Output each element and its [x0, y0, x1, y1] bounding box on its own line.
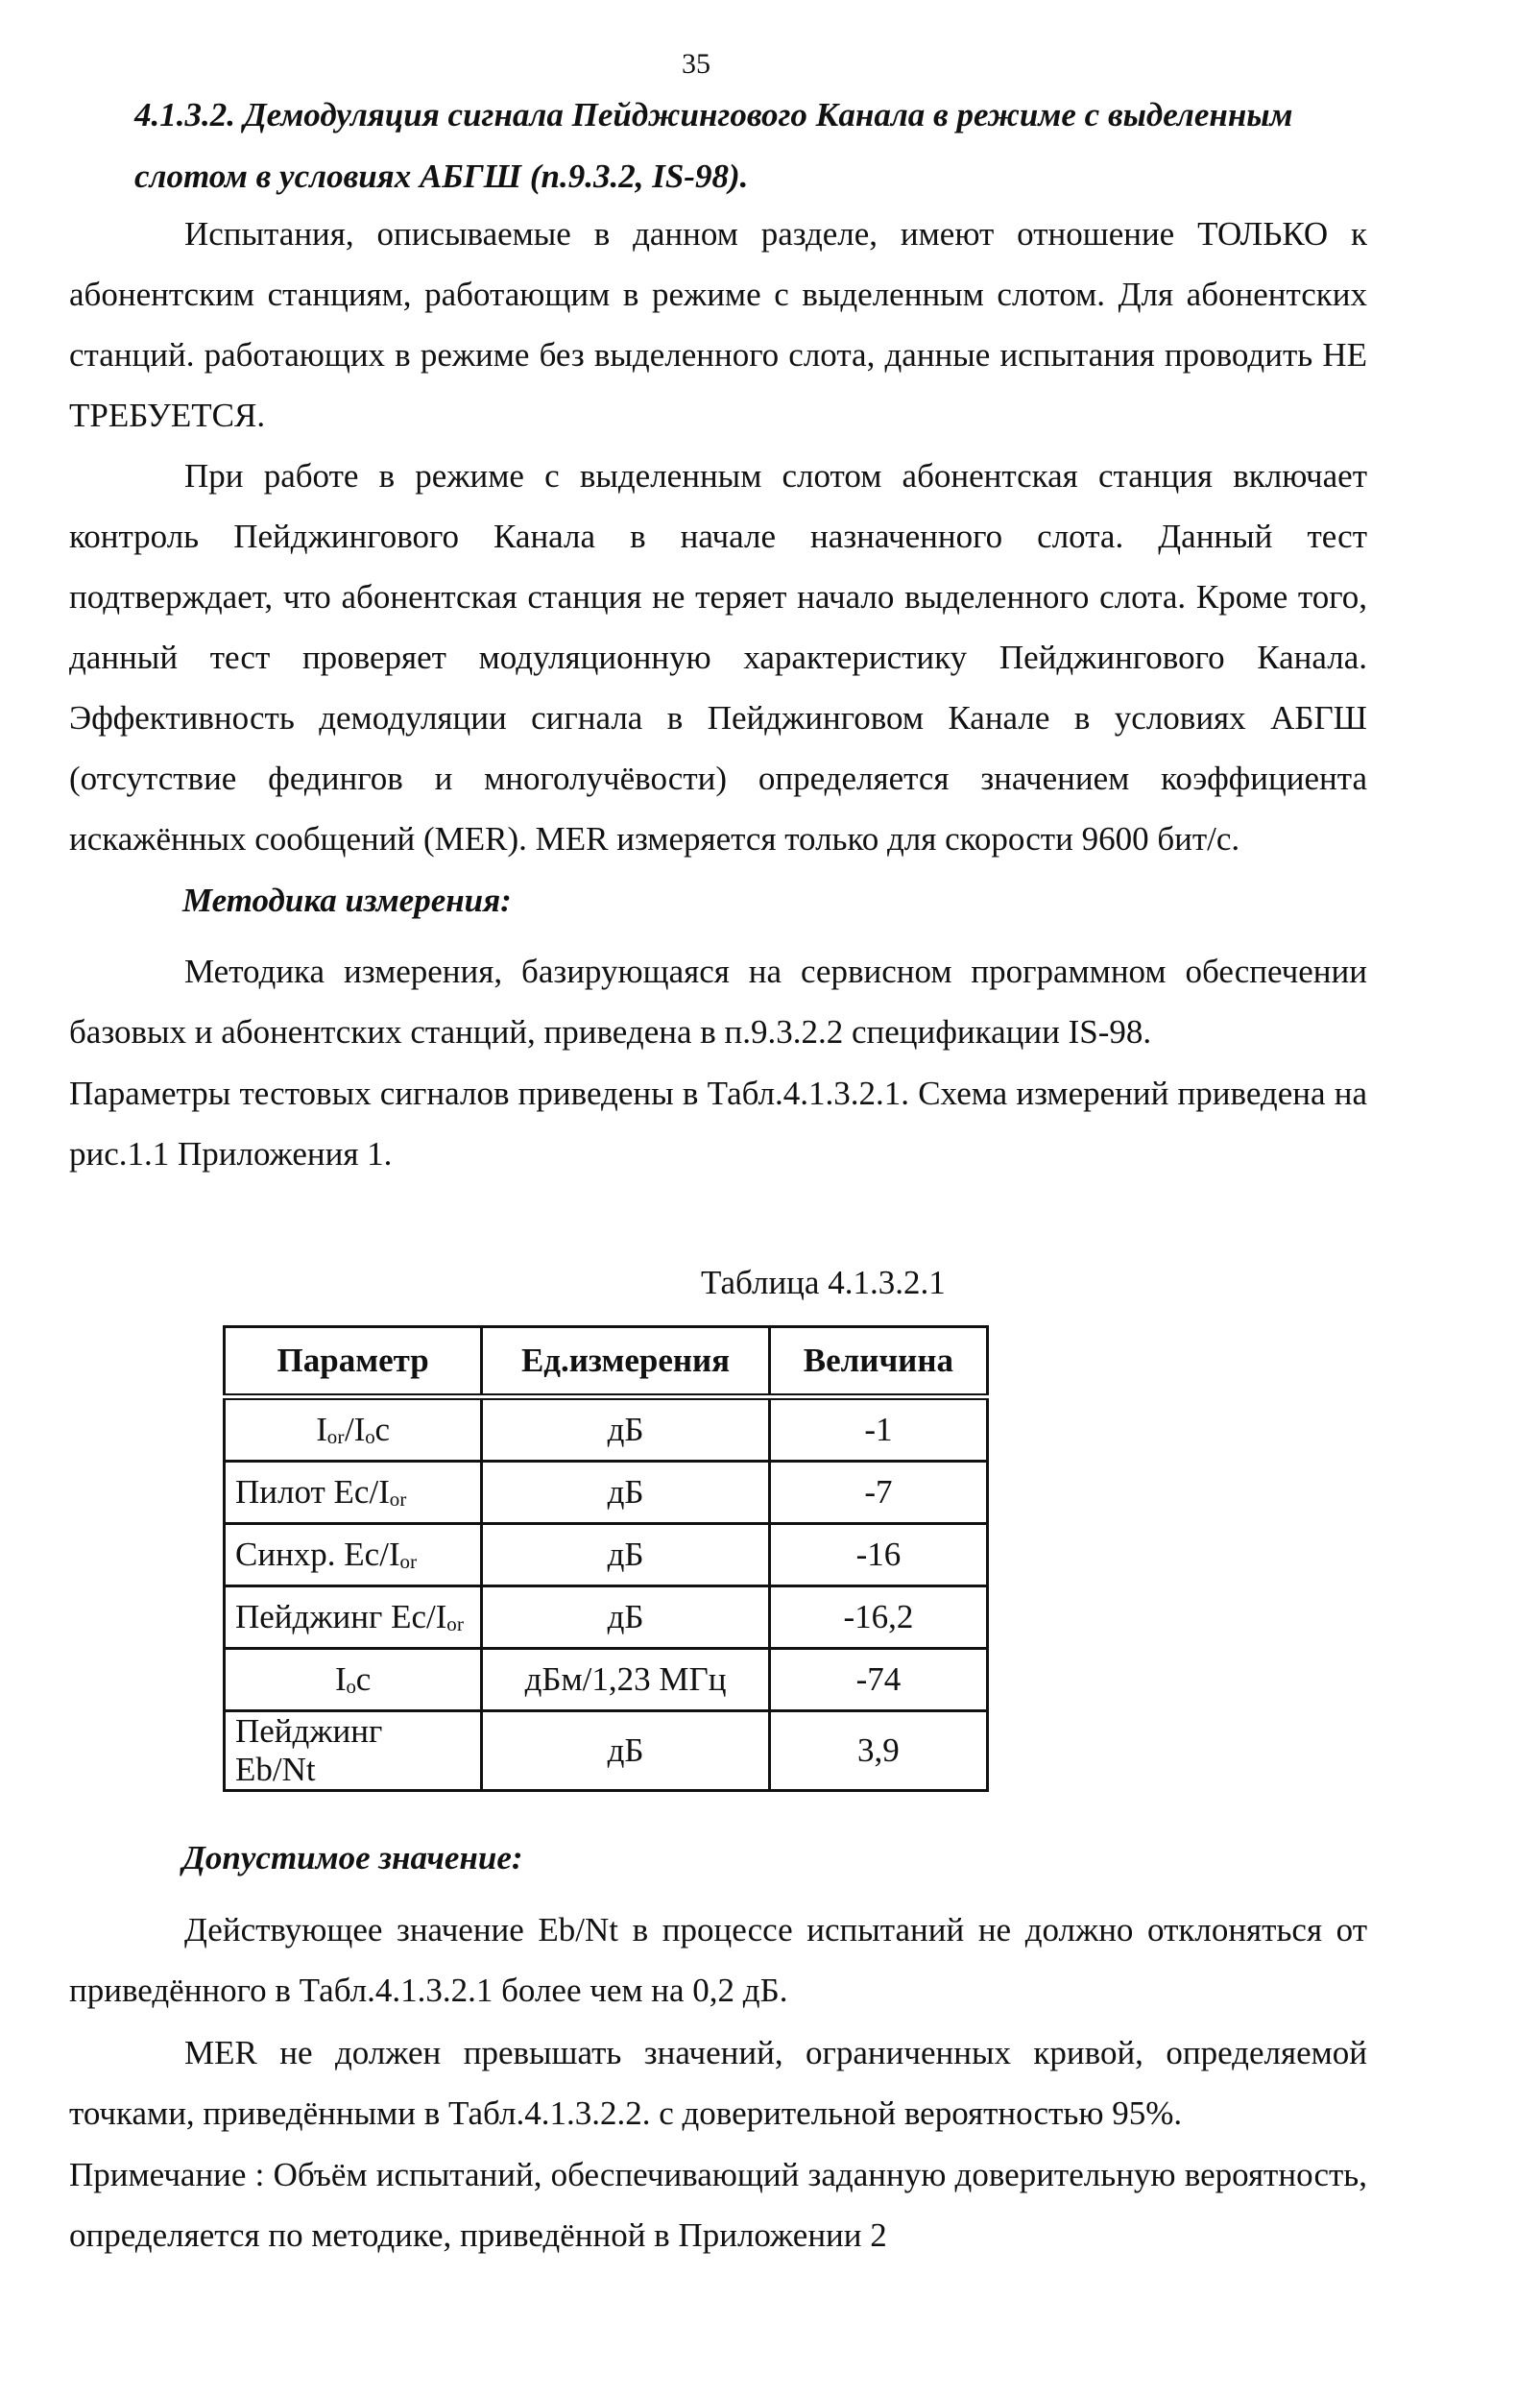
cell-parameter: Синхр. Ec/Iₒᵣ: [225, 1524, 482, 1586]
cell-value: 3,9: [769, 1711, 987, 1791]
cell-value: -16,2: [769, 1586, 987, 1649]
parameters-table: [223, 1325, 989, 1792]
cell-unit: дБм/1,23 МГц: [482, 1649, 770, 1711]
cell-unit: дБ: [482, 1524, 770, 1586]
method-title: Методика измерения:: [182, 882, 512, 919]
cell-unit: дБ: [482, 1462, 770, 1524]
table-row: [225, 1586, 988, 1649]
cell-parameter: Пилот Ec/Iₒᵣ: [225, 1462, 482, 1524]
table-row: [225, 1524, 988, 1586]
table-row: [225, 1649, 988, 1711]
cell-unit: дБ: [482, 1397, 770, 1462]
acceptable-title: Допустимое значение:: [182, 1839, 523, 1876]
cell-parameter: Iₒᵣ/Iₒc: [225, 1397, 482, 1462]
table-header-row: [225, 1327, 988, 1397]
cell-parameter: Пейджинг Ec/Iₒᵣ: [225, 1586, 482, 1649]
cell-unit: дБ: [482, 1586, 770, 1649]
cell-value: -74: [769, 1649, 987, 1711]
note-text: Примечание : Объём испытаний, обеспечивающий заданную доверительную вероятность, определяется по методике, приведённой в Приложении 2: [69, 2156, 1367, 2254]
cell-value: -16: [769, 1524, 987, 1586]
cell-parameter: Iₒc: [225, 1649, 482, 1711]
paragraph-description: При работе в режиме с выделенным слотом абонентская станция включает контроль Пейджингового Канала в начале назначенного слота. Данный тест подтверждает, что абонентская станция не теряет начало выделенного слота. Кроме того, данный тест проверяет модуляционную характеристику Пейджингового Канала. Эффективность демодуляции сигнала в Пейджинговом Канале в условиях АБГШ (отсутствие федингов и многолучёвости) определяется значением коэффициента искажённых сообщений (MER). MER измеряется только для скорости 9600 бит/с.: [69, 457, 1367, 858]
table-caption: Таблица 4.1.3.2.1: [701, 1264, 946, 1301]
page-number: 35: [682, 48, 710, 80]
header-parameter: Параметр: [225, 1327, 482, 1397]
table-row: [225, 1462, 988, 1524]
mer-requirement-text: MER не должен превышать значений, ограниченных кривой, определяемой точками, приведёнными в Табл.4.1.3.2.2. с доверительной вероятностью 95%.: [69, 2034, 1367, 2132]
cell-unit: дБ: [482, 1711, 770, 1791]
method-parameters-text: Параметры тестовых сигналов приведены в Табл.4.1.3.2.1. Схема измерений приведена на рис.1.1 Приложения 1.: [69, 1075, 1367, 1173]
table-row: [225, 1397, 988, 1462]
cell-parameter: Пейджинг Eb/Nt: [225, 1711, 482, 1791]
paragraph-scope: Испытания, описываемые в данном разделе, имеют отношение ТОЛЬКО к абонентским станциям, работающим в режиме с выделенным слотом. Для абонентских станций. работающих в режиме без выделенного слота, данные испытания проводить НЕ ТРЕБУЕТСЯ.: [69, 215, 1367, 434]
header-value: Величина: [769, 1327, 987, 1397]
method-text: Методика измерения, базирующаяся на сервисном программном обеспечении базовых и абонентских станций, приведена в п.9.3.2.2 спецификации IS-98.: [69, 953, 1367, 1051]
cell-value: -1: [769, 1397, 987, 1462]
acceptable-text: Действующее значение Eb/Nt в процессе испытаний не должно отклоняться от приведённого в Табл.4.1.3.2.1 более чем на 0,2 дБ.: [69, 1911, 1367, 2009]
header-unit: Ед.измерения: [482, 1327, 770, 1397]
table-row: [225, 1711, 988, 1791]
section-heading: 4.1.3.2. Демодуляция сигнала Пейджингового Канала в режиме с выделенным слотом в условиях АБГШ (п.9.3.2, IS-98).: [134, 96, 1293, 195]
cell-value: -7: [769, 1462, 987, 1524]
